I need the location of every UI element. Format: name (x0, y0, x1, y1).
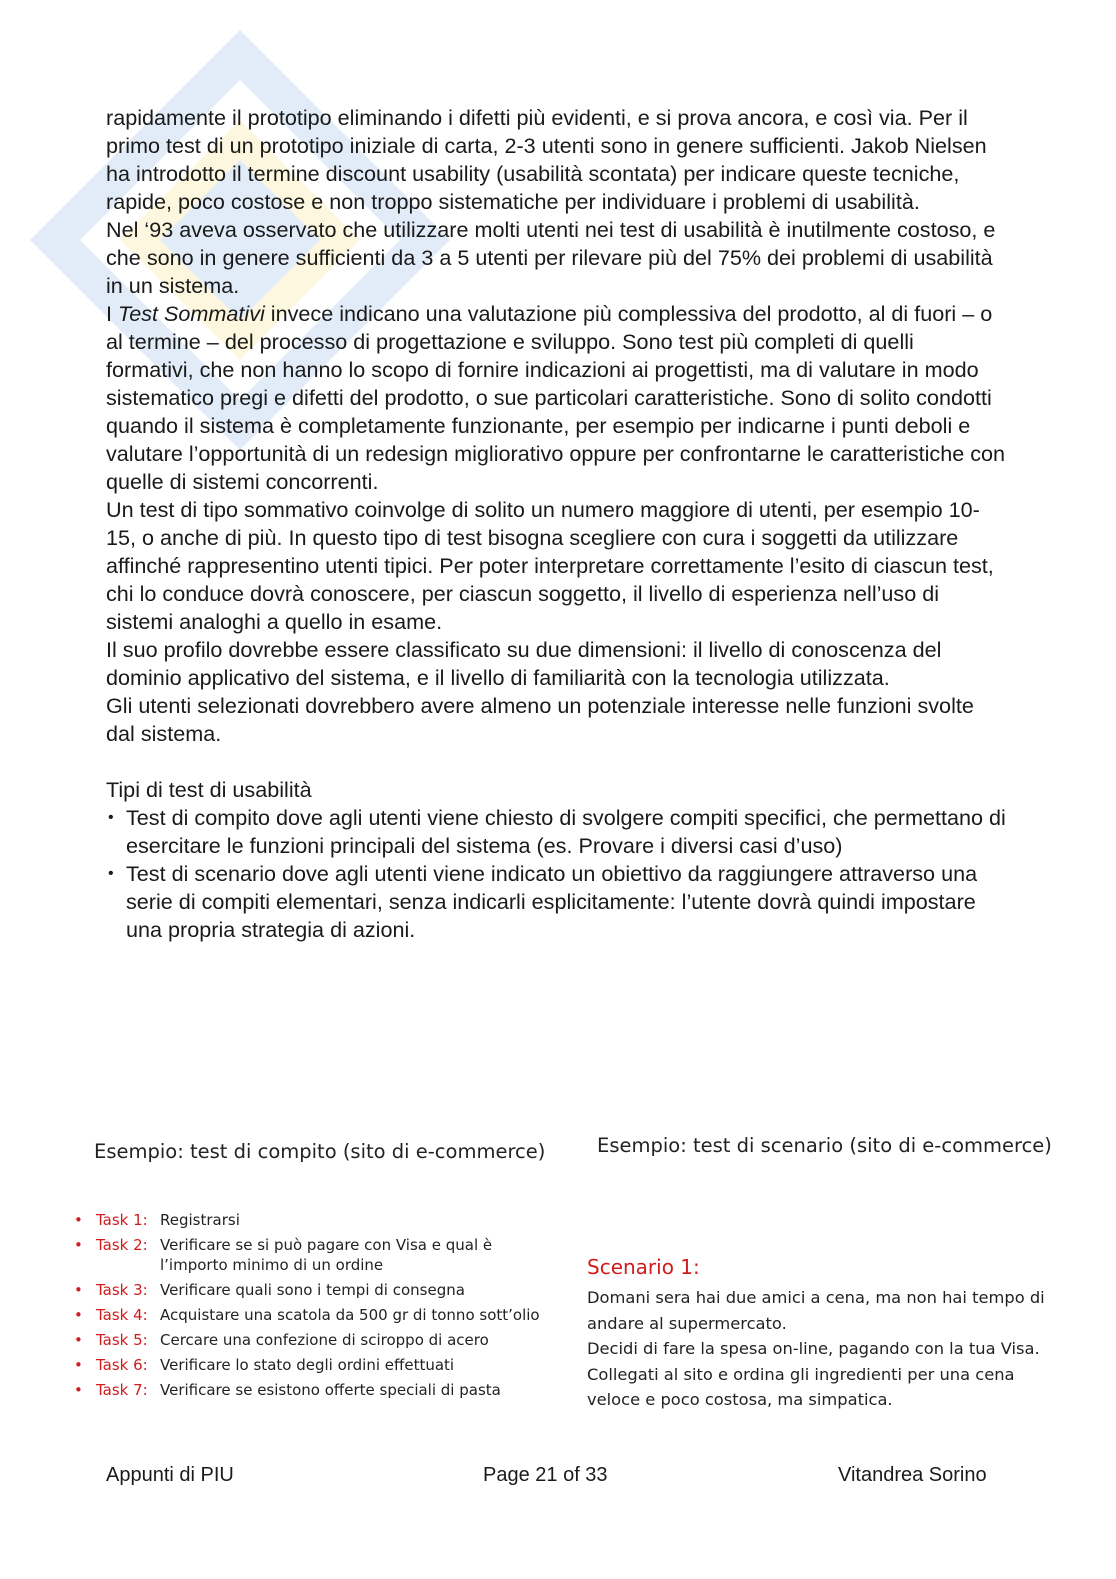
text-rest: invece indicano una valutazione più complessiva del prodotto, al di fuori – o al termine – del processo di progettazione e sviluppo. Sono test più completi di quelli formativi, che non hanno lo scopo di fornire indicazioni ai progettisti, ma di valutare in modo sistematico pregi e difetti del prodotto, o sue particolari caratteristiche. Sono di solito condotti quando il sistema è completamente funzionante, per esempio per indicarne i punti deboli e valutare l’opportunità di un redesign migliorativo oppure per confrontarne le caratteristiche con quelle di sistemi concorrenti. (106, 301, 1006, 494)
list-item: • Test di scenario dove agli utenti viene indicato un obiettivo da raggiungere attraverso una serie di compiti elementari, senza indicarli esplicitamente: l’utente dovrà quindi impostare una propria strategia di azioni. (106, 860, 1006, 944)
task-text: Acquistare una scatola da 500 gr di tonno sott’olio (160, 1306, 540, 1324)
footer-page-number: Page 21 of 33 (483, 1464, 608, 1486)
task-item (74, 1280, 574, 1300)
paragraph-sommativi (106, 300, 1006, 496)
task-text: Verificare quali sono i tempi di consegna (160, 1281, 465, 1299)
scenario-block (587, 1253, 1067, 1413)
task-label: Task 2: (96, 1236, 148, 1254)
task-label: Task 1: (96, 1211, 148, 1229)
text-prefix: I (106, 301, 118, 326)
task-text: Registrarsi (160, 1211, 240, 1229)
usability-test-types-list (106, 804, 1006, 944)
list-heading: Tipi di test di usabilità (106, 777, 312, 802)
task-item (74, 1210, 574, 1230)
task-text: Cercare una confezione di sciroppo di acero (160, 1331, 489, 1349)
task-label: Task 4: (96, 1306, 148, 1324)
term-test-sommativi: Test Sommativi (118, 301, 265, 326)
task-item (74, 1305, 574, 1325)
task-label: Task 5: (96, 1331, 148, 1349)
paragraph: rapidamente il prototipo eliminando i difetti più evidenti, e si prova ancora, e così via. Per il primo test di un prototipo iniziale di carta, 2-3 utenti sono in genere sufficienti. Jakob Nielsen ha introdotto il termine discount usability (usabilità scontata) per indicare queste tecniche, rapide, poco costose e non troppo sistematiche per individuare i problemi di usabilità. (106, 105, 987, 214)
task-label: Task 3: (96, 1281, 148, 1299)
scenario-line: Decidi di fare la spesa on-line, pagando con la tua Visa. (587, 1339, 1040, 1358)
paragraph: Un test di tipo sommativo coinvolge di solito un numero maggiore di utenti, per esempio 10-15, o anche di più. In questo tipo di test bisogna scegliere con cura i soggetti da utilizzare affinché rappresentino utenti tipici. Per poter interpretare correttamente l’esito di ciascun test, chi lo conduce dovrà conoscere, per ciascun soggetto, il livello di esperienza nell’uso di sistemi analoghi a quello in esame. (106, 497, 994, 634)
task-item (74, 1235, 574, 1275)
scenario-title: Scenario 1: (587, 1255, 700, 1279)
list-item: • Test di compito dove agli utenti viene chiesto di svolgere compiti specifici, che permettano di esercitare le funzioni principali del sistema (es. Provare i diversi casi d’uso) (106, 804, 1006, 860)
task-text: Verificare se esistono offerte speciali di pasta (160, 1381, 501, 1399)
task-text: Verificare lo stato degli ordini effettuati (160, 1356, 455, 1374)
paragraph: Nel ‘93 aveva osservato che utilizzare molti utenti nei test di usabilità è inutilmente costoso, e che sono in genere sufficienti da 3 a 5 utenti per rilevare più del 75% dei problemi di usabilità in un sistema. (106, 217, 996, 298)
scenario-text (587, 1285, 1067, 1413)
task-label: Task 7: (96, 1381, 148, 1399)
footer-doc-title: Appunti di PIU (106, 1464, 234, 1486)
task-text: Verificare se si può pagare con Visa e qual è l’importo minimo di un ordine (160, 1236, 493, 1274)
paragraph: Il suo profilo dovrebbe essere classificato su due dimensioni: il livello di conoscenza del dominio applicativo del sistema, e il livello di familiarità con la tecnologia utilizzata. (106, 637, 942, 690)
task-label: Task 6: (96, 1356, 148, 1374)
task-list (74, 1210, 574, 1405)
task-item (74, 1330, 574, 1350)
example-scenario-test-title: Esempio: test di scenario (sito di e-commerce) (597, 1134, 1052, 1157)
task-item (74, 1380, 574, 1400)
document-body (106, 104, 1006, 944)
task-item (74, 1355, 574, 1375)
scenario-line: Collegati al sito e ordina gli ingredienti per una cena veloce e poco costosa, ma simpatica. (587, 1364, 1015, 1409)
spacer (106, 748, 1006, 776)
footer-author: Vitandrea Sorino (838, 1464, 987, 1486)
paragraph: Gli utenti selezionati dovrebbero avere almeno un potenziale interesse nelle funzioni svolte dal sistema. (106, 693, 974, 746)
scenario-line: Domani sera hai due amici a cena, ma non hai tempo di andare al supermercato. (587, 1288, 1045, 1333)
example-task-test-title: Esempio: test di compito (sito di e-commerce) (94, 1140, 546, 1163)
